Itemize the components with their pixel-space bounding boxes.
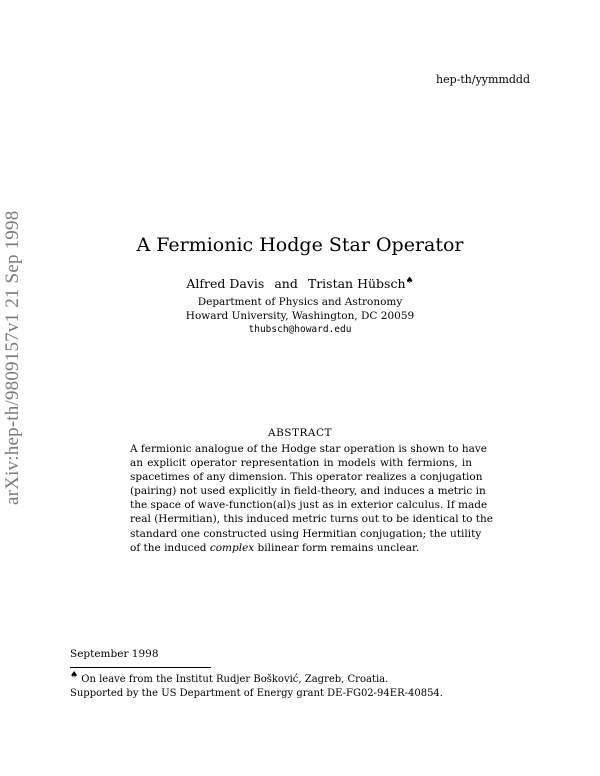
abstract-line: spacetimes of any dimension. This operator realizes a conjugation [130,471,483,484]
abstract-line-pre: of the induced [130,541,210,554]
abstract-line: an explicit operator representation in models with fermions, in [130,457,472,470]
spade-icon: ♠ [70,670,79,681]
abstract-emphasis: complex [209,541,255,554]
paper-title: A Fermionic Hodge Star Operator [136,234,464,256]
footnote-support: Supported by the US Department of Energy grant DE-FG02-94ER-40854. [70,688,443,699]
affiliation-address: Howard University, Washington, DC 20059 [185,309,415,322]
affiliation [0,296,600,337]
paper-date: September 1998 [70,648,159,660]
author-davis: Alfred Davis [186,276,265,291]
footnote-leave [70,670,389,685]
author-conjunction: and [274,276,298,291]
abstract-line: standard one constructed using Hermitian conjugation; the utility [130,527,482,540]
abstract-heading: ABSTRACT [267,427,333,439]
footnote-leave-text: On leave from the Institut Rudjer Bošković, Zagreb, Croatia. [81,674,389,685]
abstract-line-last [130,541,472,555]
affiliation-email: thubsch@howard.edu [248,324,352,335]
abstract-line-post: bilinear form remains unclear. [254,541,420,554]
abstract-body [130,442,493,555]
report-number: hep-th/yymmddd [436,73,530,86]
abstract-line: A fermionic analogue of the Hodge star operation is shown to have [130,443,488,455]
abstract-line: the space of wave-function(al)s just as in exterior calculus. If made [130,499,488,512]
affiliation-department: Department of Physics and Astronomy [197,296,403,308]
author-hubsch: Tristan Hübsch [307,276,406,291]
footnote-rule [70,667,211,668]
author-line [0,276,600,291]
abstract-line: (pairing) not used explicitly in field-theory, and induces a metric in [130,485,486,498]
arxiv-stamp: arXiv:hep-th/9809157v1 21 Sep 1998 [2,210,23,505]
abstract-line: real (Hermitian), this induced metric turns out to be identical to the [130,513,493,526]
spade-footnote-mark: ♠ [405,275,414,286]
